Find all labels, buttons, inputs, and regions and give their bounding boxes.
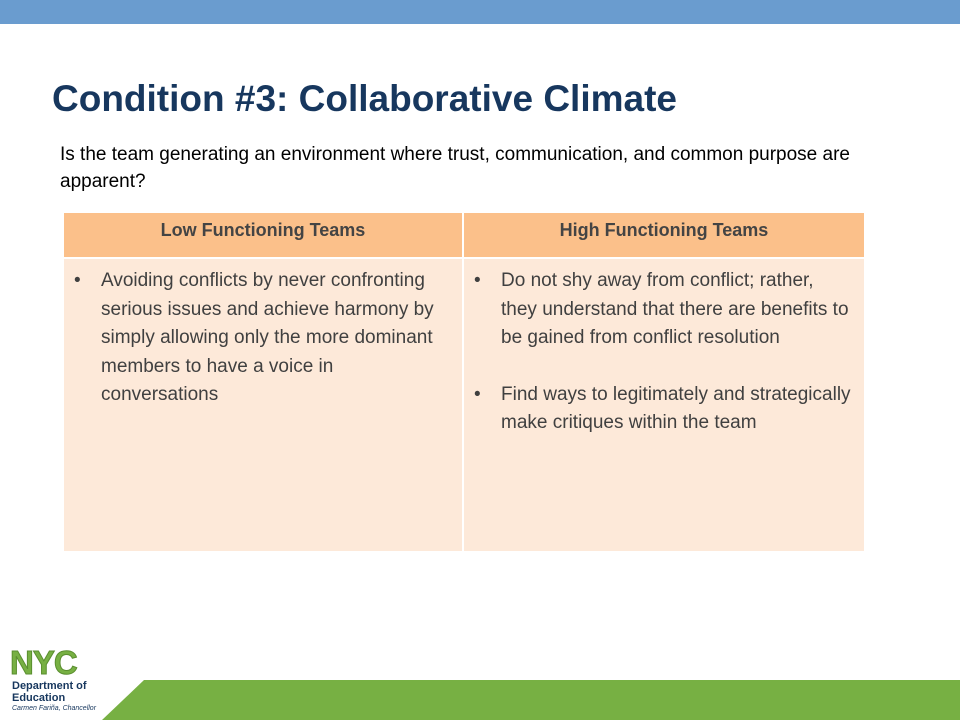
- nyc-logo-mark: NYC: [10, 644, 77, 680]
- list-item: [474, 381, 854, 438]
- comparison-table: [64, 213, 864, 551]
- nyc-doe-logo: [8, 644, 108, 720]
- bullet-icon: •: [74, 270, 81, 291]
- list-item-text: Find ways to legitimately and strategically make critiques within the team: [501, 383, 851, 433]
- nyc-logo-icon: [8, 644, 108, 680]
- logo-department-text: Department of: [12, 680, 87, 692]
- logo-education-text: Education: [12, 692, 66, 704]
- bullet-icon: •: [474, 383, 481, 405]
- header-low-functioning: Low Functioning Teams: [64, 213, 464, 259]
- slide-subtitle: Is the team generating an environment where trust, communication, and common purpose are apparent?: [60, 144, 850, 192]
- list-item-text: Avoiding conflicts by never confronting serious issues and achieve harmony by simply allowing only the more dominant members to have a voice in conversations: [101, 270, 434, 405]
- low-functioning-list: [74, 267, 452, 410]
- header-high-functioning: High Functioning Teams: [464, 213, 864, 259]
- cell-low-functioning: [64, 259, 464, 551]
- top-accent-bar: [0, 0, 960, 24]
- cell-high-functioning: [464, 259, 864, 551]
- bottom-accent-band: [102, 680, 960, 720]
- logo-chancellor-text: Carmen Fariña, Chancellor: [12, 705, 97, 712]
- high-functioning-list: [474, 267, 854, 438]
- list-item: [474, 267, 854, 353]
- list-item-text: Do not shy away from conflict; rather, they understand that there are benefits to be gained from conflict resolution: [501, 270, 849, 348]
- list-item: [74, 267, 452, 410]
- slide-title: Condition #3: Collaborative Climate: [52, 78, 677, 119]
- bullet-icon: •: [474, 270, 481, 291]
